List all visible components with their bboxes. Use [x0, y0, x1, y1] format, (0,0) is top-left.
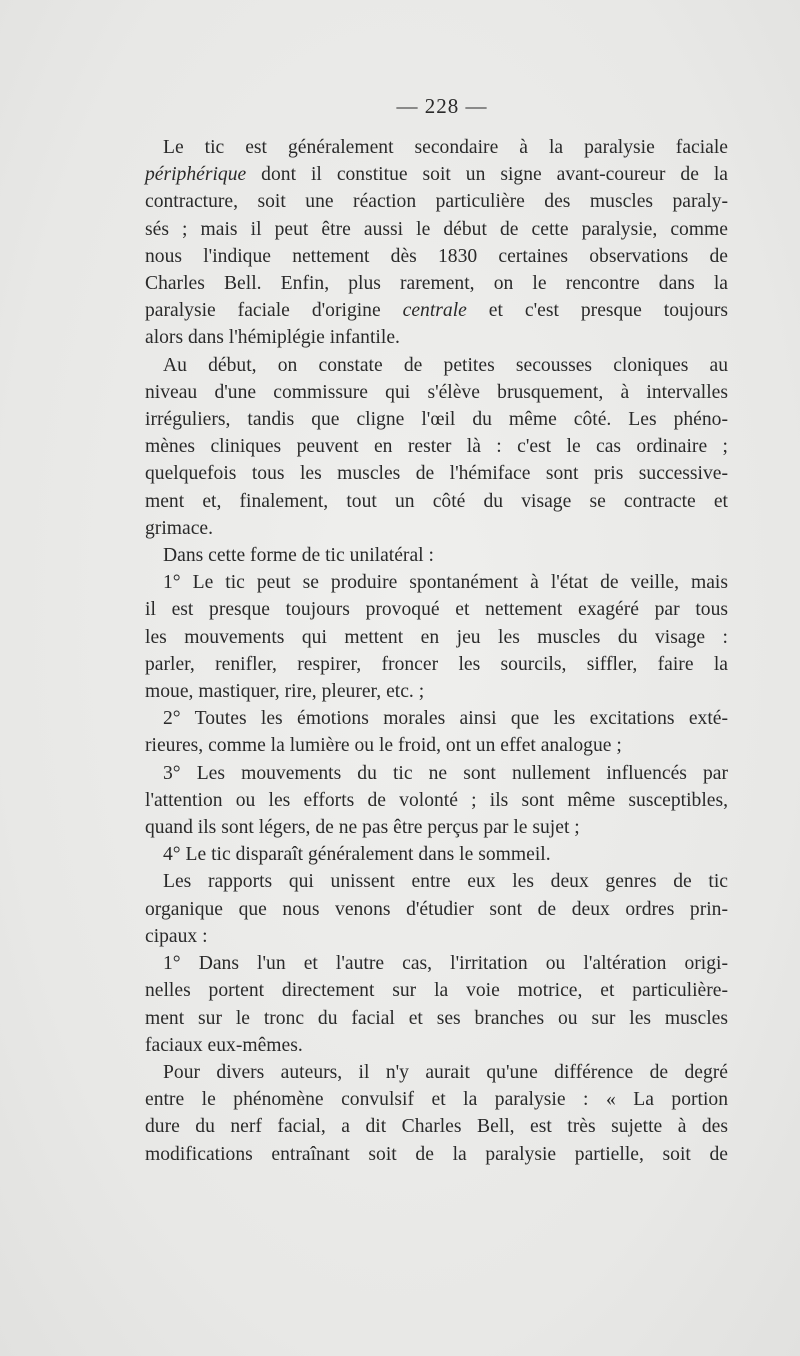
page-number: — 228 — — [396, 94, 488, 118]
text-line: mènes cliniques peuvent en rester là : c'est le cas ordinaire ; — [145, 436, 728, 458]
text-line: Pour divers auteurs, il n'y aurait qu'une différence de degré — [163, 1061, 728, 1083]
body-text — [145, 134, 728, 1168]
text-line: 1° Dans l'un et l'autre cas, l'irritation ou l'altération origi- — [163, 953, 728, 975]
text-line: organique que nous venons d'étudier sont de deux ordres prin- — [145, 898, 728, 920]
paragraph — [145, 868, 728, 950]
text-line: alors dans l'hémiplégie infantile. — [145, 327, 400, 349]
text-line: irréguliers, tandis que cligne l'œil du même côté. Les phéno- — [145, 409, 728, 431]
text-line: il est presque toujours provoqué et nettement exagéré par tous — [145, 599, 728, 621]
text-line: Le tic est généralement secondaire à la paralysie faciale — [163, 137, 728, 158]
text-line: grimace. — [145, 517, 213, 539]
list-item — [145, 841, 728, 868]
text-line: moue, mastiquer, rire, pleurer, etc. ; — [145, 681, 425, 703]
text-line: l'attention ou les efforts de volonté ; ils sont même susceptibles, — [145, 789, 728, 811]
text-line: paralysie faciale d'origine centrale et c'est presque toujours — [145, 300, 728, 322]
text-line: Les rapports qui unissent entre eux les deux genres de tic — [163, 871, 728, 893]
paragraph — [145, 542, 728, 569]
text-line: Au début, on constate de petites secousses cloniques au — [163, 354, 728, 376]
text-line: rieures, comme la lumière ou le froid, ont un effet analogue ; — [145, 735, 622, 757]
text-line: 4° Le tic disparaît généralement dans le sommeil. — [163, 844, 551, 866]
text-line: modifications entraînant soit de la paralysie partielle, soit de — [145, 1143, 728, 1165]
text-line: 2° Toutes les émotions morales ainsi que les excitations exté- — [163, 708, 728, 730]
text-line: ment sur le tronc du facial et ses branches ou sur les muscles — [145, 1007, 728, 1029]
list-item — [145, 569, 728, 705]
text-line: niveau d'une commissure qui s'élève brusquement, à intervalles — [145, 381, 728, 403]
list-item — [145, 950, 728, 1059]
text-line: les mouvements qui mettent en jeu les muscles du visage : — [145, 626, 728, 648]
text-line: contracture, soit une réaction particulière des muscles paraly- — [145, 191, 728, 213]
text-line: quelquefois tous les muscles de l'hémiface sont pris successive- — [145, 463, 728, 485]
text-line: sés ; mais il peut être aussi le début de cette paralysie, comme — [145, 218, 728, 240]
text-line: cipaux : — [145, 925, 208, 947]
paragraph — [145, 134, 728, 352]
text-line: ment et, finalement, tout un côté du visage se contracte et — [145, 490, 728, 512]
text-line: périphérique dont il constitue soit un signe avant-coureur de la — [145, 164, 728, 186]
italic-word: centrale — [402, 300, 467, 322]
text-line: 1° Le tic peut se produire spontanément à l'état de veille, mais — [163, 572, 728, 594]
list-item — [145, 705, 728, 759]
text-line: Charles Bell. Enfin, plus rarement, on le rencontre dans la — [145, 273, 728, 295]
text-line: Dans cette forme de tic unilatéral : — [163, 545, 434, 567]
text-line: entre le phénomène convulsif et la paralysie : « La portion — [145, 1089, 728, 1111]
text-line: 3° Les mouvements du tic ne sont nullement influencés par — [163, 762, 728, 784]
paragraph — [145, 352, 728, 542]
text-line: dure du nerf facial, a dit Charles Bell, est très sujette à des — [145, 1116, 728, 1138]
italic-word: périphérique — [145, 164, 247, 186]
paragraph — [145, 1059, 728, 1168]
text-line: faciaux eux-mêmes. — [145, 1034, 303, 1056]
text-line: quand ils sont légers, de ne pas être perçus par le sujet ; — [145, 817, 580, 839]
text-line: parler, renifler, respirer, froncer les sourcils, siffler, faire la — [145, 653, 728, 675]
list-item — [145, 760, 728, 842]
text-line: nous l'indique nettement dès 1830 certaines observations de — [145, 245, 728, 267]
text-line: nelles portent directement sur la voie motrice, et particulière- — [145, 980, 728, 1002]
